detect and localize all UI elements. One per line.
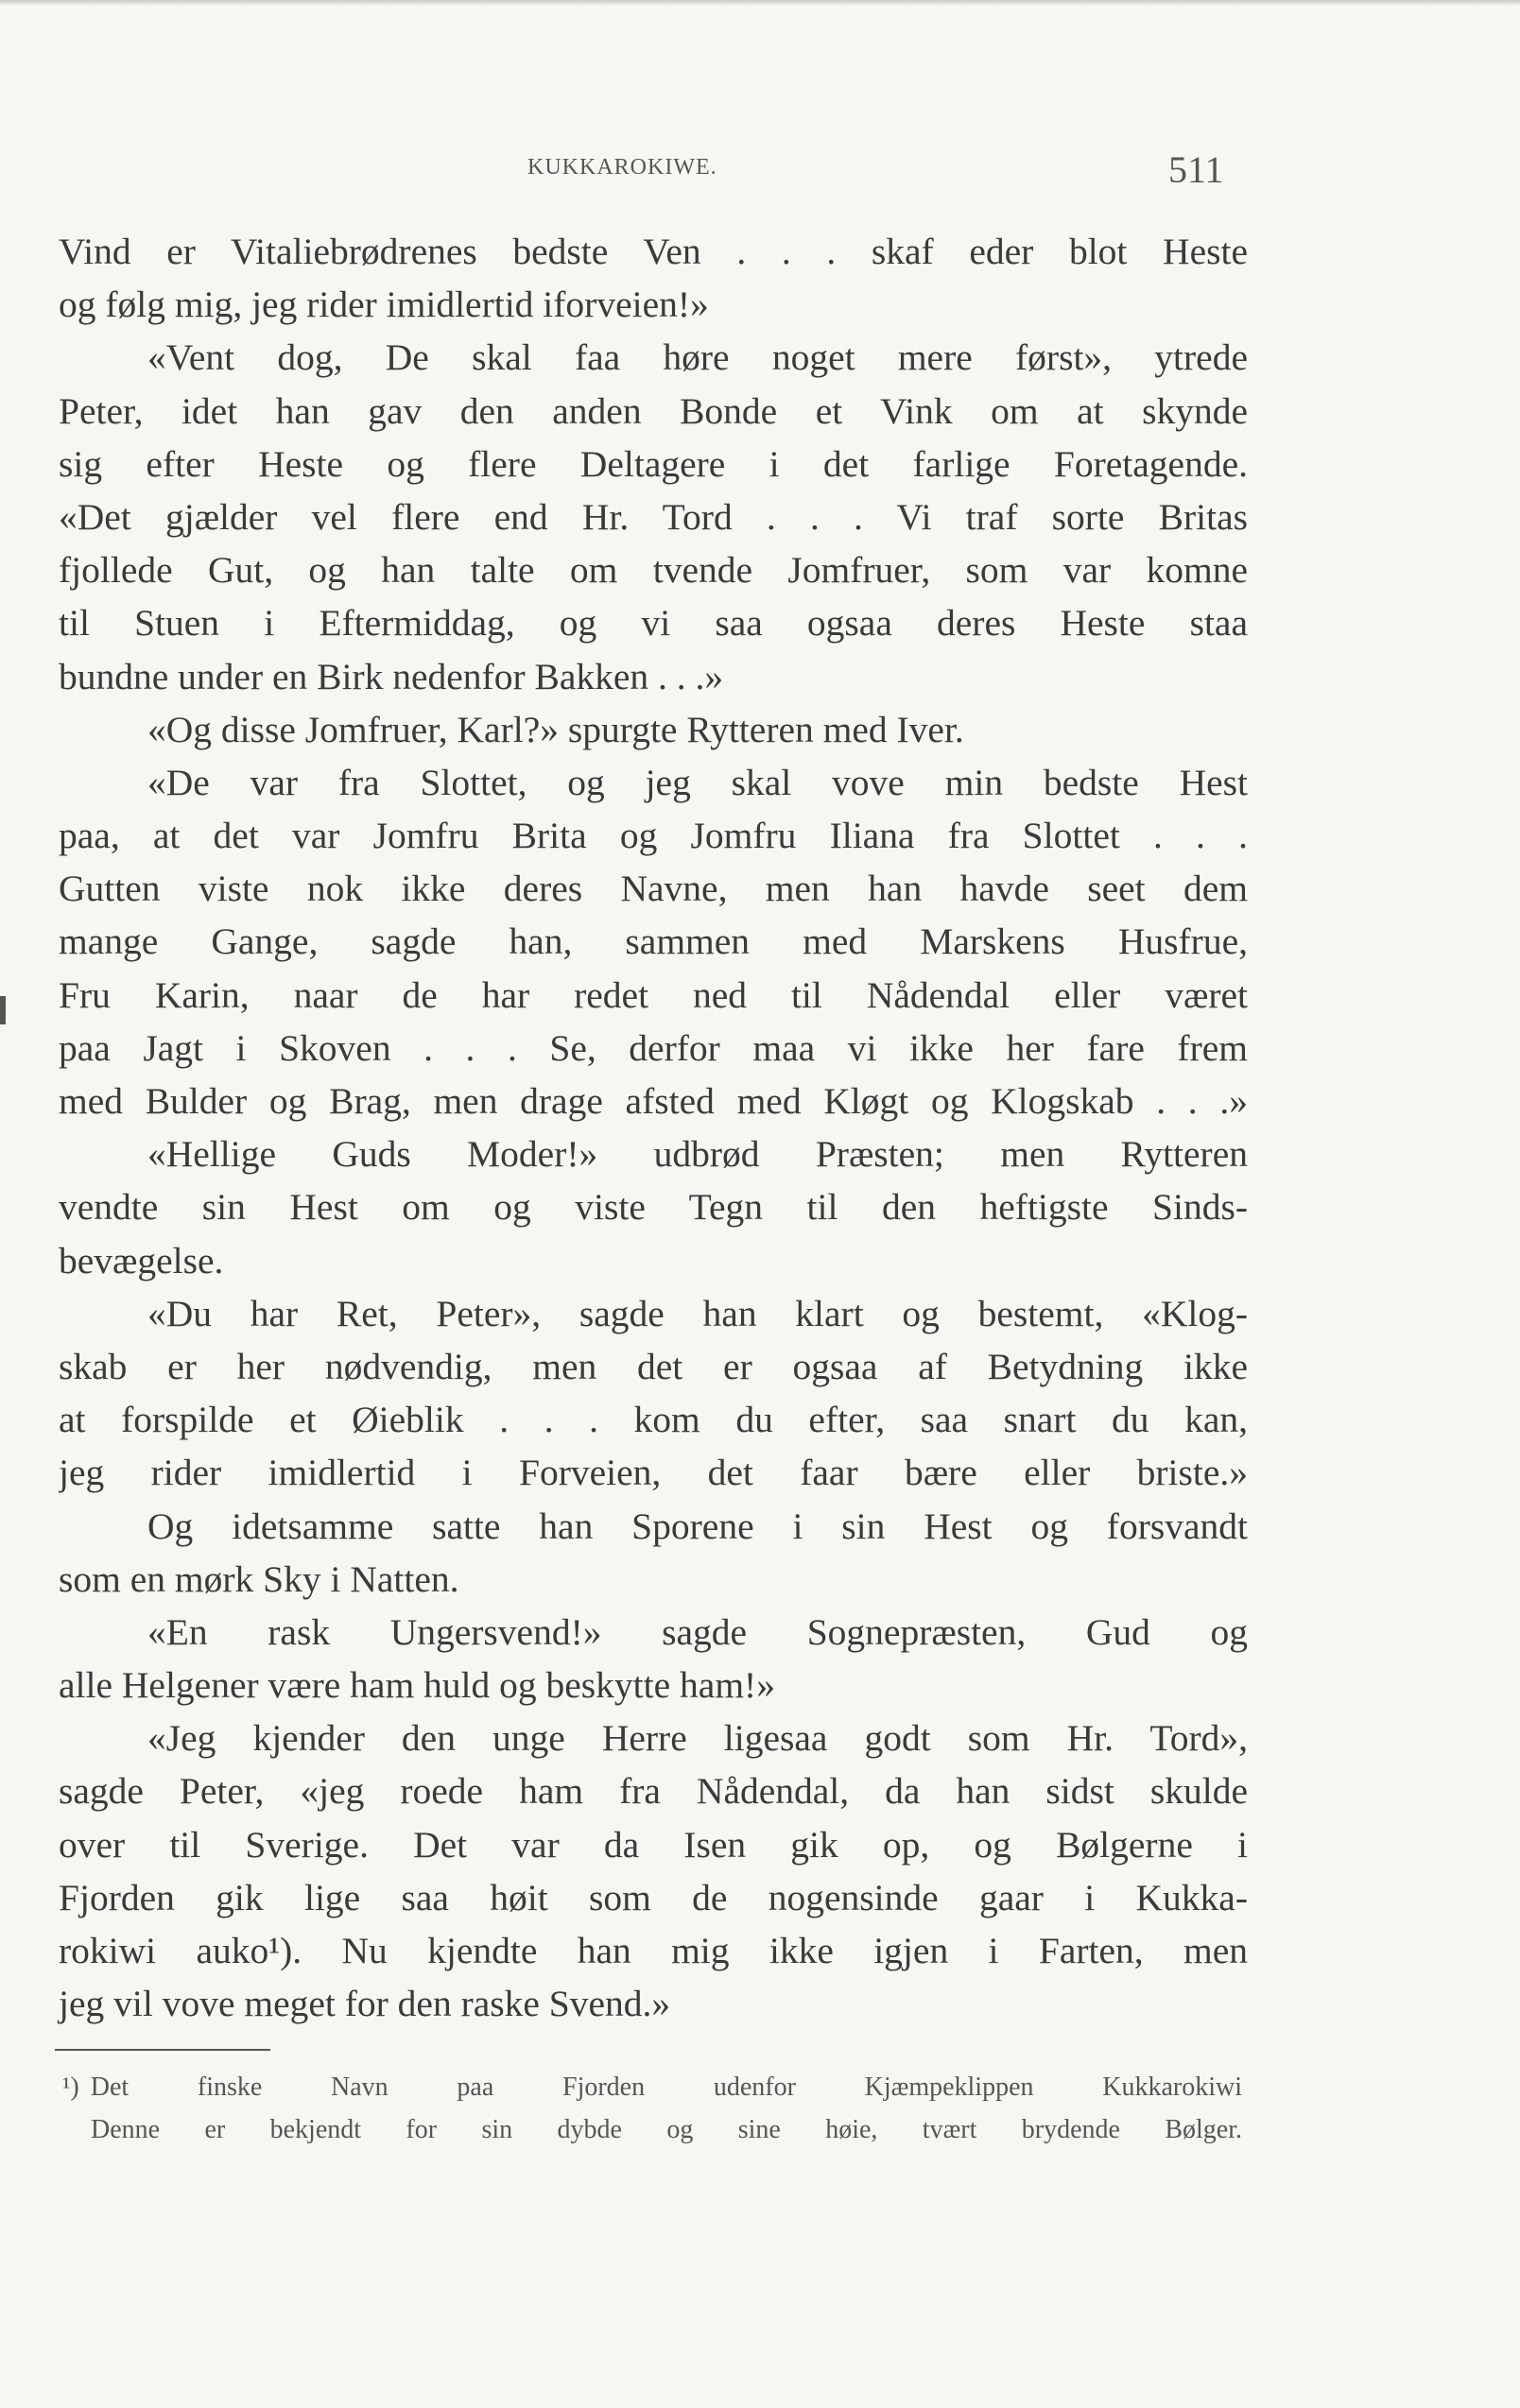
text-line: fjollede Gut, og han talte om tvende Jomfruer, som var komne xyxy=(59,549,1248,592)
text-line: Fru Karin, naar de har redet ned til Nådendal eller været xyxy=(59,973,1248,1016)
footnotes xyxy=(62,2066,1242,2151)
text-line: Vind er Vitaliebrødrenes bedste Ven . . . skaf eder blot Heste xyxy=(59,231,1248,272)
text-line: «Og disse Jomfruer, Karl?» spurgte Rytteren med Iver. xyxy=(147,708,964,750)
text-line: «Jeg kjender den unge Herre ligesaa godt som Hr. Tord», xyxy=(147,1717,1248,1760)
text-line: sig efter Heste og flere Deltagere i det farlige Foretagende. xyxy=(59,442,1248,485)
text-line: alle Helgener være ham huld og beskytte ham!» xyxy=(59,1664,775,1707)
text-line: jeg vil vove meget for den raske Svend.» xyxy=(59,1983,671,2025)
text-line: bevægelse. xyxy=(59,1239,224,1281)
text-line: mange Gange, sagde han, sammen med Marskens Husfrue, xyxy=(59,920,1248,963)
text-line: rokiwi auko¹). Nu kjendte han mig ikke igjen i Farten, men xyxy=(59,1930,1248,1971)
footnote-rule xyxy=(55,2049,270,2051)
text-line: at forspilde et Øieblik . . . kom du efter, saa snart du kan, xyxy=(59,1399,1248,1441)
footnote-text: Det finske Navn paa Fjorden udenfor Kjæmpeklippen Kukkarokiwi xyxy=(90,2073,1242,2102)
text-line: med Bulder og Brag, men drage afsted med Kløgt og Klogskab . . .» xyxy=(59,1080,1248,1122)
text-line: Fjorden gik lige saa høit som de nogensinde gaar i Kukka- xyxy=(59,1876,1248,1918)
text-line: «En rask Ungersvend!» sagde Sognepræsten, Gud og xyxy=(147,1610,1248,1653)
footnote-line xyxy=(62,2066,1242,2108)
text-line: «De var fra Slottet, og jeg skal vove min bedste Hest xyxy=(147,761,1248,803)
text-line: og følg mig, jeg rider imidlertid iforveien!» xyxy=(59,284,709,326)
text-line: bundne under en Birk nedenfor Bakken . . .» xyxy=(59,655,724,697)
footnote-line: Denne er bekjendt for sin dybde og sine høie, tvært brydende Bølger. xyxy=(91,2115,1242,2144)
text-line: sagde Peter, «jeg roede ham fra Nådendal, da han sidst skulde xyxy=(59,1770,1248,1813)
text-line: «Hellige Guds Moder!» udbrød Præsten; men Rytteren xyxy=(147,1133,1248,1176)
text-line: Og idetsamme satte han Sporene i sin Hest og forsvandt xyxy=(147,1505,1248,1547)
text-line: Peter, idet han gav den anden Bonde et Vink om at skynde xyxy=(59,389,1248,432)
text-line: som en mørk Sky i Natten. xyxy=(59,1557,459,1600)
text-line: vendte sin Hest om og viste Tegn til den heftigste Sinds- xyxy=(59,1186,1248,1229)
body-text xyxy=(59,225,1248,2030)
page-top-edge xyxy=(0,0,1520,6)
text-line: «Vent dog, De skal faa høre noget mere først», ytrede xyxy=(147,336,1248,379)
text-line: jeg rider imidlertid i Forveien, det faar bære eller briste.» xyxy=(59,1452,1248,1494)
margin-mark xyxy=(0,996,6,1024)
text-line: til Stuen i Eftermiddag, og vi saa ogsaa deres Heste staa xyxy=(59,602,1248,645)
text-line: over til Sverige. Det var da Isen gik op, og Bølgerne i xyxy=(59,1823,1248,1866)
running-title: KUKKAROKIWE. xyxy=(527,155,717,180)
text-line: «Det gjælder vel flere end Hr. Tord . . . Vi traf sorte Britas xyxy=(59,495,1248,538)
text-line: «Du har Ret, Peter», sagde han klart og bestemt, «Klog- xyxy=(147,1292,1248,1334)
running-head xyxy=(0,148,1520,191)
text-line: paa Jagt i Skoven . . . Se, derfor maa vi ikke her fare frem xyxy=(59,1026,1248,1069)
footnote-marker: ¹) xyxy=(62,2073,79,2102)
page-number: 511 xyxy=(1168,148,1224,191)
text-line: paa, at det var Jomfru Brita og Jomfru Iliana fra Slottet . . . xyxy=(59,815,1248,857)
text-line: skab er her nødvendig, men det er ogsaa af Betydning ikke xyxy=(59,1345,1248,1387)
text-line: Gutten viste nok ikke deres Navne, men han havde seet dem xyxy=(59,868,1248,910)
